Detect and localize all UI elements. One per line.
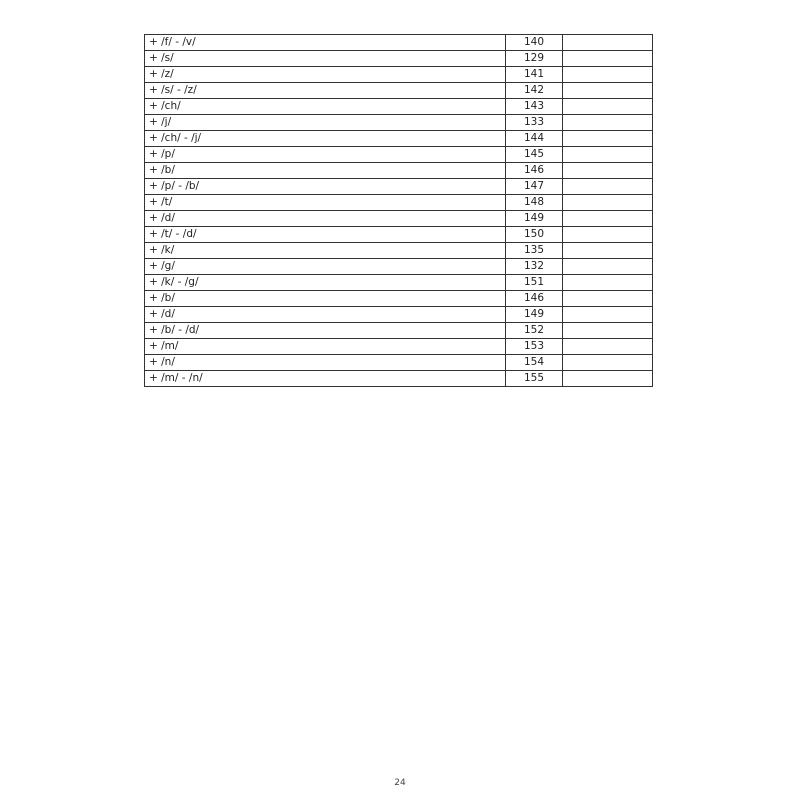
page-cell: 145 [506,147,563,163]
table-row [145,275,653,291]
page-cell: 149 [506,211,563,227]
blank-cell [563,307,653,323]
blank-cell [563,371,653,387]
sound-cell: + /b/ [145,291,506,307]
sound-cell: + /n/ [145,355,506,371]
blank-cell [563,355,653,371]
table-row [145,67,653,83]
table-row [145,371,653,387]
blank-cell [563,35,653,51]
page-cell: 154 [506,355,563,371]
sound-cell: + /j/ [145,115,506,131]
page-cell: 144 [506,131,563,147]
table-body [145,35,653,387]
sound-cell: + /m/ - /n/ [145,371,506,387]
sound-cell: + /b/ - /d/ [145,323,506,339]
page-cell: 143 [506,99,563,115]
table-row [145,147,653,163]
page-cell: 132 [506,259,563,275]
page-cell: 135 [506,243,563,259]
table-row [145,355,653,371]
table-row [145,243,653,259]
table-row [145,195,653,211]
sound-cell: + /ch/ - /j/ [145,131,506,147]
sound-cell: + /ch/ [145,99,506,115]
sound-cell: + /z/ [145,67,506,83]
blank-cell [563,131,653,147]
sound-cell: + /d/ [145,307,506,323]
blank-cell [563,275,653,291]
blank-cell [563,195,653,211]
page-cell: 129 [506,51,563,67]
blank-cell [563,259,653,275]
sound-cell: + /p/ [145,147,506,163]
blank-cell [563,67,653,83]
blank-cell [563,179,653,195]
table-row [145,131,653,147]
blank-cell [563,163,653,179]
blank-cell [563,211,653,227]
sound-cell: + /d/ [145,211,506,227]
blank-cell [563,147,653,163]
blank-cell [563,51,653,67]
page-cell: 133 [506,115,563,131]
page-cell: 146 [506,163,563,179]
table-row [145,83,653,99]
blank-cell [563,243,653,259]
page-cell: 150 [506,227,563,243]
sound-cell: + /g/ [145,259,506,275]
page-cell: 151 [506,275,563,291]
blank-cell [563,115,653,131]
table-row [145,259,653,275]
sound-cell: + /m/ [145,339,506,355]
sound-cell: + /b/ [145,163,506,179]
sound-cell: + /k/ [145,243,506,259]
page-cell: 141 [506,67,563,83]
blank-cell [563,291,653,307]
page-cell: 155 [506,371,563,387]
table-row [145,99,653,115]
page-cell: 146 [506,291,563,307]
table-row [145,227,653,243]
blank-cell [563,339,653,355]
sound-cell: + /t/ - /d/ [145,227,506,243]
table-row [145,307,653,323]
table-row [145,211,653,227]
table-row [145,323,653,339]
sound-cell: + /t/ [145,195,506,211]
table-row [145,163,653,179]
sound-cell: + /p/ - /b/ [145,179,506,195]
sound-cell: + /s/ - /z/ [145,83,506,99]
sound-cell: + /k/ - /g/ [145,275,506,291]
page-cell: 140 [506,35,563,51]
blank-cell [563,323,653,339]
blank-cell [563,83,653,99]
page-cell: 153 [506,339,563,355]
sound-cell: + /f/ - /v/ [145,35,506,51]
sound-page-table [144,34,653,387]
blank-cell [563,99,653,115]
page-cell: 152 [506,323,563,339]
table-row [145,51,653,67]
table-row [145,291,653,307]
table-row [145,179,653,195]
table-row [145,339,653,355]
table-row [145,115,653,131]
page-cell: 149 [506,307,563,323]
sound-cell: + /s/ [145,51,506,67]
page-cell: 148 [506,195,563,211]
page-number: 24 [394,778,406,788]
table-row [145,35,653,51]
page-cell: 147 [506,179,563,195]
blank-cell [563,227,653,243]
page-cell: 142 [506,83,563,99]
